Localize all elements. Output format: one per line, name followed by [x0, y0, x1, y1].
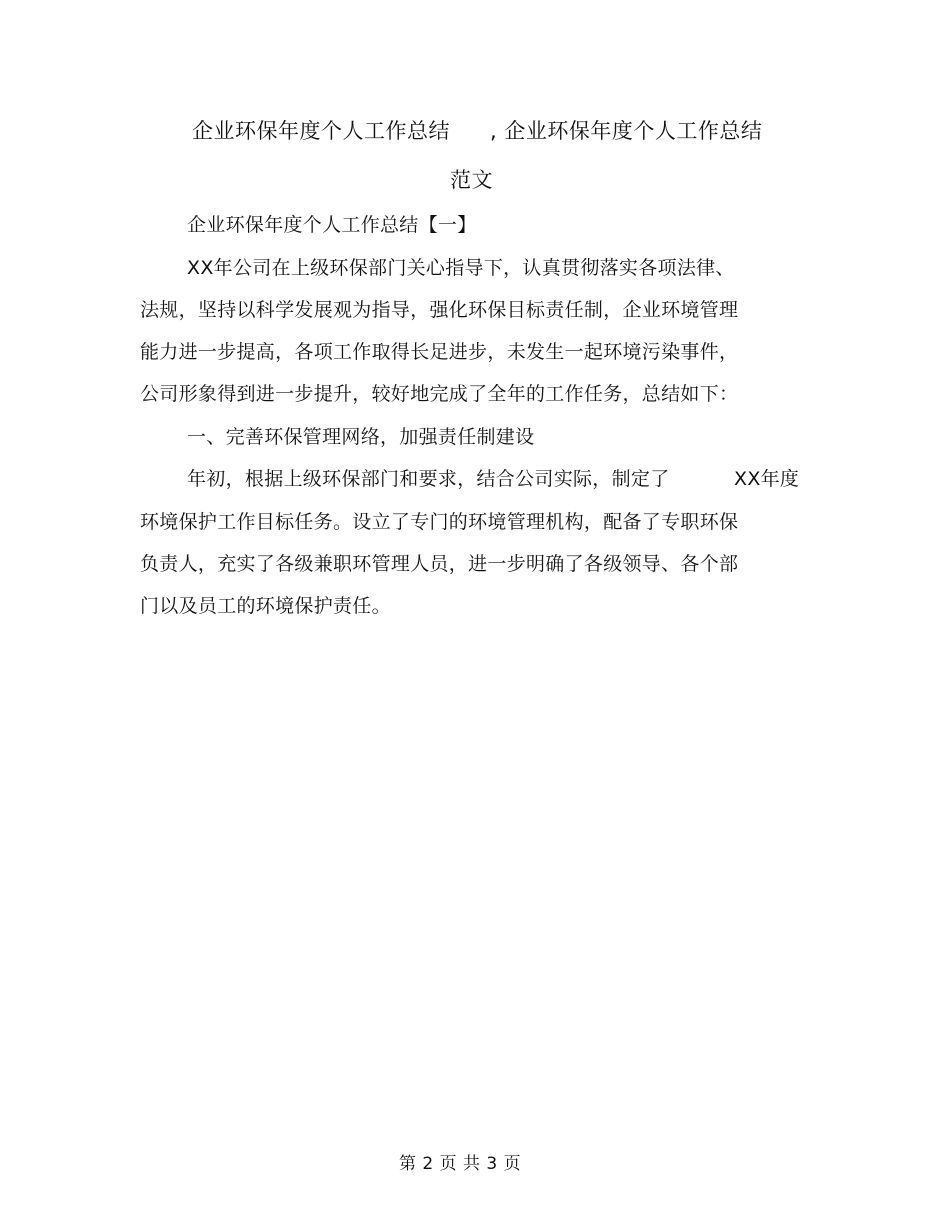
paragraph-line: 能力进一步提高，各项工作取得长足进步，未发生一起环境污染事件，	[140, 341, 739, 363]
paragraph-line: 法规，坚持以科学发展观为指导，强化环保目标责任制，企业环境管理	[140, 299, 739, 321]
section-heading: 企业环保年度个人工作总结【一】	[187, 214, 477, 236]
paragraph-line: 公司形象得到进一步提升，较好地完成了全年的工作任务，总结如下：	[140, 383, 739, 405]
paragraph-line: XX年度	[734, 468, 800, 490]
paragraph-line: 年初，根据上级环保部门和要求，结合公司实际，制定了	[187, 468, 670, 490]
paragraph-line: XX年公司在上级环保部门关心指导下，认真贯彻落实各项法律、	[187, 257, 735, 279]
paragraph-line: 环境保护工作目标任务。设立了专门的环境管理机构，配备了专职环保	[140, 511, 739, 533]
document-title-part1: 企业环保年度个人工作总结	[192, 119, 450, 143]
paragraph-line: 门以及员工的环境保护责任。	[140, 595, 391, 617]
page-number: 第 2 页 共 3 页	[399, 1154, 522, 1174]
paragraph-line: 负责人，充实了各级兼职环管理人员，进一步明确了各级领导、各个部	[140, 553, 739, 575]
subheading: 一、完善环保管理网络，加强责任制建设	[187, 426, 535, 448]
document-title-line2: 范文	[450, 168, 493, 192]
document-title-part2: , 企业环保年度个人工作总结	[490, 119, 763, 143]
